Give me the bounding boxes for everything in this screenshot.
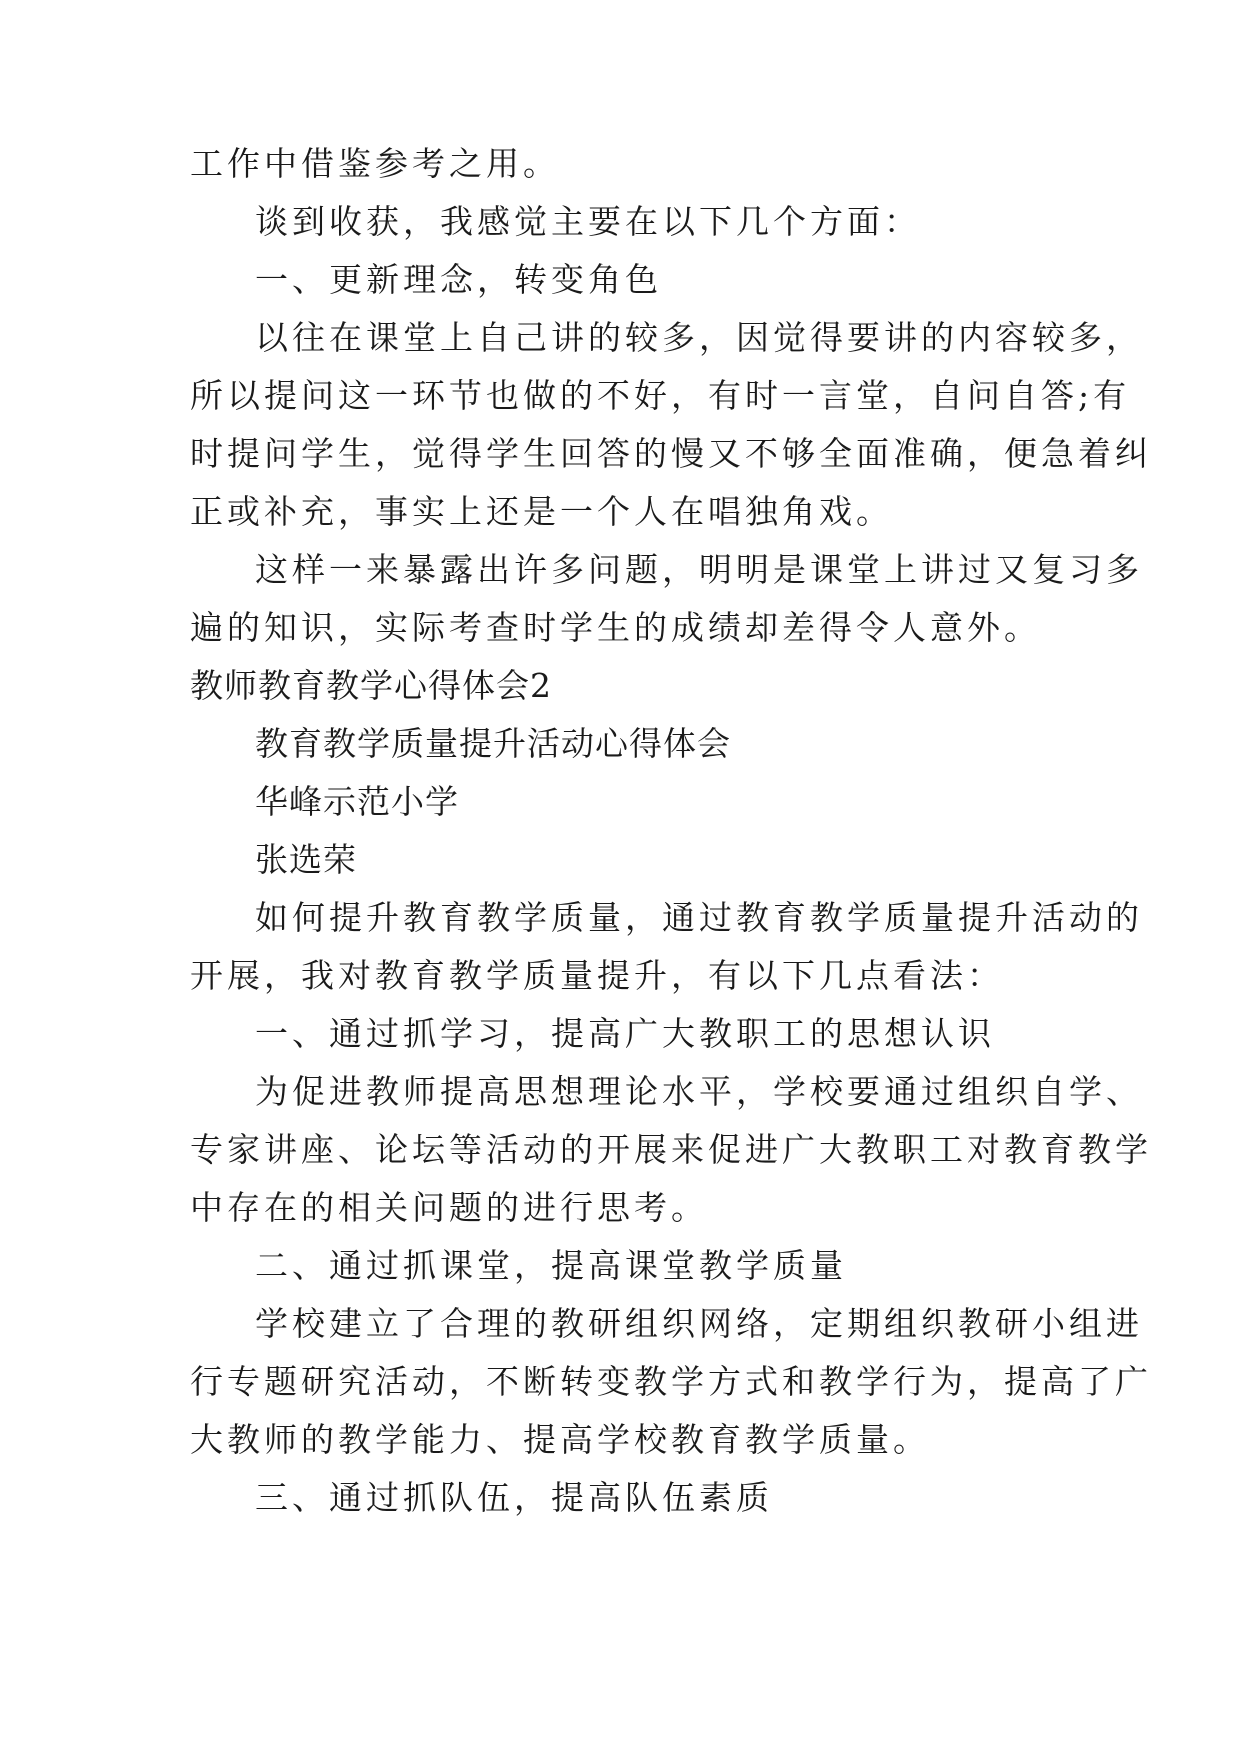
author-name: 张选荣 (255, 840, 357, 879)
paragraph-line: 专家讲座、论坛等活动的开展来促进广大教职工对教育教学 (190, 1130, 1152, 1169)
section-heading: 二、通过抓课堂，提高课堂教学质量 (255, 1246, 847, 1285)
paragraph-line: 大教师的教学能力、提高学校教育教学质量。 (190, 1420, 930, 1459)
article-title: 教育教学质量提升活动心得体会 (255, 724, 731, 763)
section-heading: 三、通过抓队伍，提高队伍素质 (255, 1478, 773, 1517)
section-heading: 一、更新理念，转变角色 (255, 260, 662, 299)
paragraph-line: 谈到收获，我感觉主要在以下几个方面： (255, 202, 921, 241)
paragraph-line: 时提问学生，觉得学生回答的慢又不够全面准确，便急着纠 (190, 434, 1152, 473)
section-heading: 一、通过抓学习，提高广大教职工的思想认识 (255, 1014, 995, 1053)
paragraph-line: 为促进教师提高思想理论水平，学校要通过组织自学、 (255, 1072, 1143, 1111)
paragraph-line: 开展，我对教育教学质量提升，有以下几点看法： (190, 956, 1004, 995)
paragraph-line: 这样一来暴露出许多问题，明明是课堂上讲过又复习多 (255, 550, 1143, 589)
paragraph-line: 行专题研究活动，不断转变教学方式和教学行为，提高了广 (190, 1362, 1152, 1401)
paragraph-line: 正或补充，事实上还是一个人在唱独角戏。 (190, 492, 893, 531)
paragraph-line: 以往在课堂上自己讲的较多，因觉得要讲的内容较多， (255, 318, 1143, 357)
paragraph-line: 中存在的相关问题的进行思考。 (190, 1188, 708, 1227)
paragraph-line: 所以提问这一环节也做的不好，有时一言堂，自问自答;有 (190, 376, 1131, 415)
paragraph-line: 遍的知识，实际考查时学生的成绩却差得令人意外。 (190, 608, 1041, 647)
paragraph-line: 如何提升教育教学质量，通过教育教学质量提升活动的 (255, 898, 1143, 937)
paragraph-line: 工作中借鉴参考之用。 (190, 144, 560, 183)
paragraph-line: 学校建立了合理的教研组织网络，定期组织教研小组进 (255, 1304, 1143, 1343)
school-name: 华峰示范小学 (255, 782, 459, 821)
document-title: 教师教育教学心得体会2 (190, 666, 552, 705)
